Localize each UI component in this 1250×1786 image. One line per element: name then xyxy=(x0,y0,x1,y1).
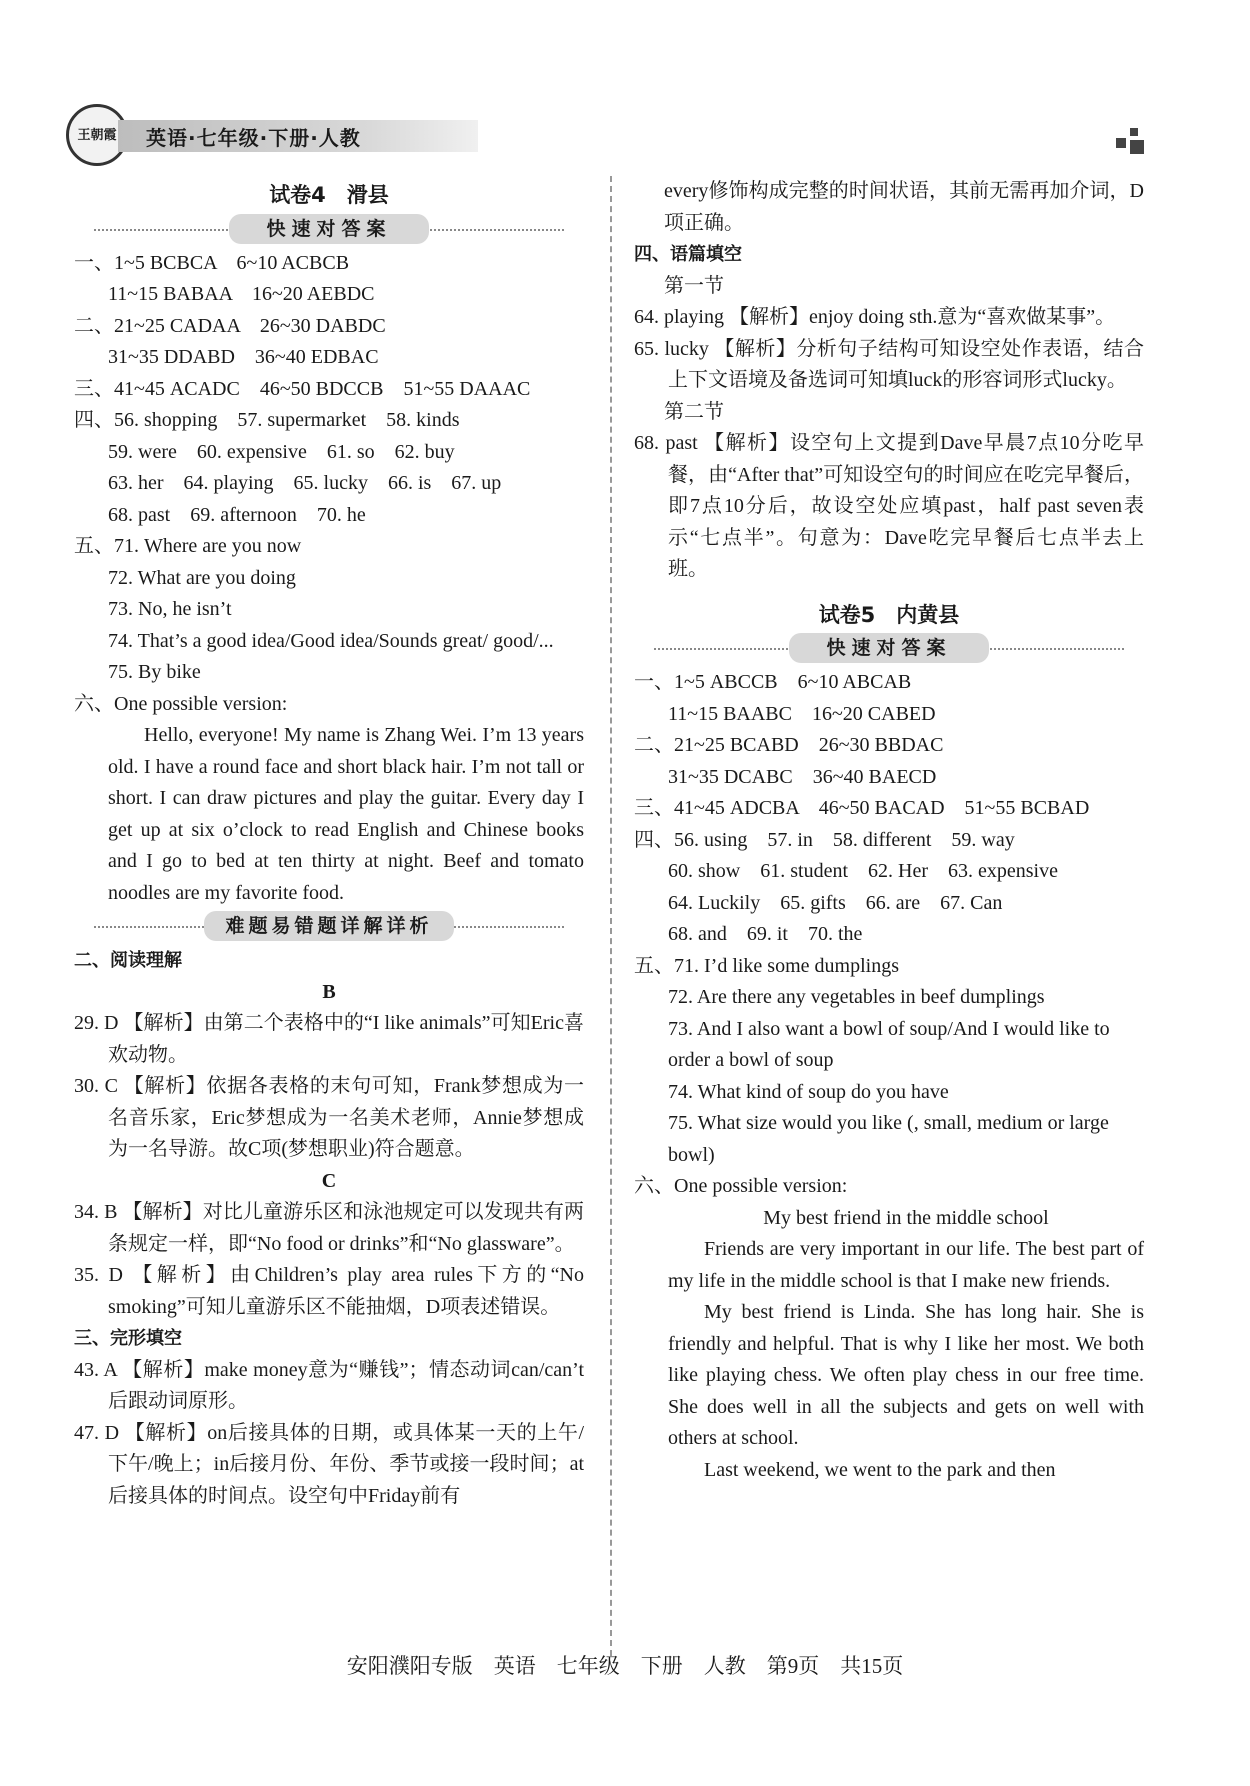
part-label: 第二节 xyxy=(664,400,724,423)
answer-line: 四、56. shopping 57. supermarket 58. kinds xyxy=(74,409,460,431)
answer-line: 64. Luckily 65. gifts 66. are 67. Can xyxy=(668,891,1003,914)
answer-line: 五、71. I’d like some dumplings xyxy=(634,954,899,977)
essay-title: My best friend in the middle school xyxy=(763,1206,1049,1229)
book-title: 英语·七年级·下册·人教 xyxy=(146,126,361,150)
left-column xyxy=(74,176,584,1512)
answer-line: 74. That’s a good idea/Good idea/Sounds great/ good/... xyxy=(108,629,554,652)
part-label: 第一节 xyxy=(664,274,724,297)
quick-answers-banner: 快速对答案 xyxy=(634,633,1144,663)
answer-line: 72. What are you doing xyxy=(108,566,296,589)
answer-line: 三、41~45 ADCBA 46~50 BACAD 51~55 BCBAD xyxy=(634,797,1090,819)
answer-line: 31~35 DDABD 36~40 EDBAC xyxy=(108,346,379,368)
corner-decoration xyxy=(1116,128,1156,158)
answer-line: 11~15 BABAA 16~20 AEBDC xyxy=(108,283,375,305)
section-heading: 三、完形填空 xyxy=(74,1328,182,1349)
explanation: 65. lucky 【解析】分析句子结构可知设空处作表语，结合上下文语境及备选词可知填luck的形容词形式lucky。 xyxy=(634,337,1144,391)
explanation: 68. past 【解析】设空句上文提到Dave早晨7点10分吃早餐，由“After that”可知设空句的时间应在吃完早餐后，即7点10分后，故设空处应填past，half past seven表示“七点半”。句意为：Dave吃完早餐后七点半去上班。 xyxy=(634,432,1144,580)
explanation: 34. B 【解析】对比儿童游乐区和泳池规定可以发现共有两条规定一样，即“No food or drinks”和“No glassware”。 xyxy=(74,1201,584,1255)
page-footer: 安阳濮阳专版 英语 七年级 下册 人教 第9页 共15页 xyxy=(346,1654,904,1678)
explanation: 43. A 【解析】make money意为“赚钱”；情态动词can/can’t后跟动词原形。 xyxy=(74,1358,584,1412)
answer-line: 72. Are there any vegetables in beef dumplings xyxy=(668,986,1045,1008)
essay-paragraph: Friends are very important in our life. The best part of my life in the middle school is that I make new friends. xyxy=(668,1238,1144,1292)
answer-line: 60. show 61. student 62. Her 63. expensive xyxy=(668,860,1058,882)
answer-line: 73. No, he isn’t xyxy=(108,598,232,620)
answer-line: 59. were 60. expensive 61. so 62. buy xyxy=(108,440,455,463)
answer-line: 11~15 BAABC 16~20 CABED xyxy=(668,702,936,725)
answer-line: 63. her 64. playing 65. lucky 66. is 67. up xyxy=(108,472,502,494)
answer-line: 四、56. using 57. in 58. different 59. way xyxy=(634,828,1015,851)
section-heading: 四、语篇填空 xyxy=(634,244,742,265)
answer-line: 74. What kind of soup do you have xyxy=(668,1080,949,1103)
paper5-title: 试卷5 内黄县 xyxy=(818,602,960,627)
part-label: C xyxy=(321,1169,337,1192)
answer-line: 31~35 DCABC 36~40 BAECD xyxy=(668,765,937,788)
answer-line: 二、21~25 CADAA 26~30 DABDC xyxy=(74,314,386,337)
answer-line: 一、1~5 BCBCA 6~10 ACBCB xyxy=(74,251,350,274)
explanation: 29. D 【解析】由第二个表格中的“I like animals”可知Eric喜欢动物。 xyxy=(74,1012,584,1066)
explanation: 30. C 【解析】依据各表格的末句可知，Frank梦想成为一名音乐家，Eric梦想成为一名美术老师，Annie梦想成为一名导游。故C项(梦想职业)符合题意。 xyxy=(74,1075,584,1160)
logo-text: 王朝霞 xyxy=(77,127,117,142)
page-header xyxy=(66,104,1156,168)
part-label: B xyxy=(322,980,336,1003)
essay-paragraph: Last weekend, we went to the park and then xyxy=(704,1458,1056,1481)
essay-paragraph: My best friend is Linda. She has long hair. She is friendly and helpful. That is why I like her most. We both like playing chess. We often play chess in our free time. She does well in all the subjects and gets on well with others at school. xyxy=(668,1301,1144,1449)
difficult-banner: 难题易错题详解详析 xyxy=(74,911,584,941)
section-heading: 二、阅读理解 xyxy=(74,950,182,971)
answer-line: 六、One possible version: xyxy=(74,692,288,715)
quick-answers-banner: 快速对答案 xyxy=(74,214,584,244)
answer-line: 68. and 69. it 70. the xyxy=(668,923,863,945)
explanation: 47. D 【解析】on后接具体的日期，或具体某一天的上午/下午/晚上；in后接月份、年份、季节或接一段时间；at后接具体的时间点。设空句中Friday前有 xyxy=(74,1421,584,1507)
explanation: 64. playing 【解析】enjoy doing sth.意为“喜欢做某事”。 xyxy=(634,306,1116,328)
answer-line: 68. past 69. afternoon 70. he xyxy=(108,503,366,526)
column-divider xyxy=(610,176,612,1656)
answer-line: 三、41~45 ACADC 46~50 BDCCB 51~55 DAAAC xyxy=(74,377,531,400)
paper4-title: 试卷4 滑县 xyxy=(269,183,389,207)
explanation-continued: every修饰构成完整的时间状语，其前无需再加介词，D项正确。 xyxy=(664,180,1144,234)
answer-line: 75. What size would you like (, small, medium or large bowl) xyxy=(668,1112,1109,1166)
header-bar xyxy=(118,120,478,152)
right-column xyxy=(634,176,1144,1486)
essay-text: Hello, everyone! My name is Zhang Wei. I’m 13 years old. I have a round face and short black hair. I’m not tall or short. I can draw pictures and play the guitar. Every day I get up at six o’clock to read English and Chinese books and I go to bed at ten thirty at night. Beef and tomato noodles are my favorite food. xyxy=(108,724,584,904)
answer-line: 六、One possible version: xyxy=(634,1175,848,1197)
answer-line: 73. And I also want a bowl of soup/And I would like to order a bowl of soup xyxy=(668,1017,1110,1071)
answer-line: 75. By bike xyxy=(108,661,201,683)
answer-line: 二、21~25 BCABD 26~30 BBDAC xyxy=(634,734,944,756)
answer-line: 五、71. Where are you now xyxy=(74,535,302,557)
explanation: 35. D 【解析】由Children’s play area rules下方的“No smoking”可知儿童游乐区不能抽烟，D项表述错误。 xyxy=(74,1264,584,1318)
answer-line: 一、1~5 ABCCB 6~10 ABCAB xyxy=(634,671,912,693)
